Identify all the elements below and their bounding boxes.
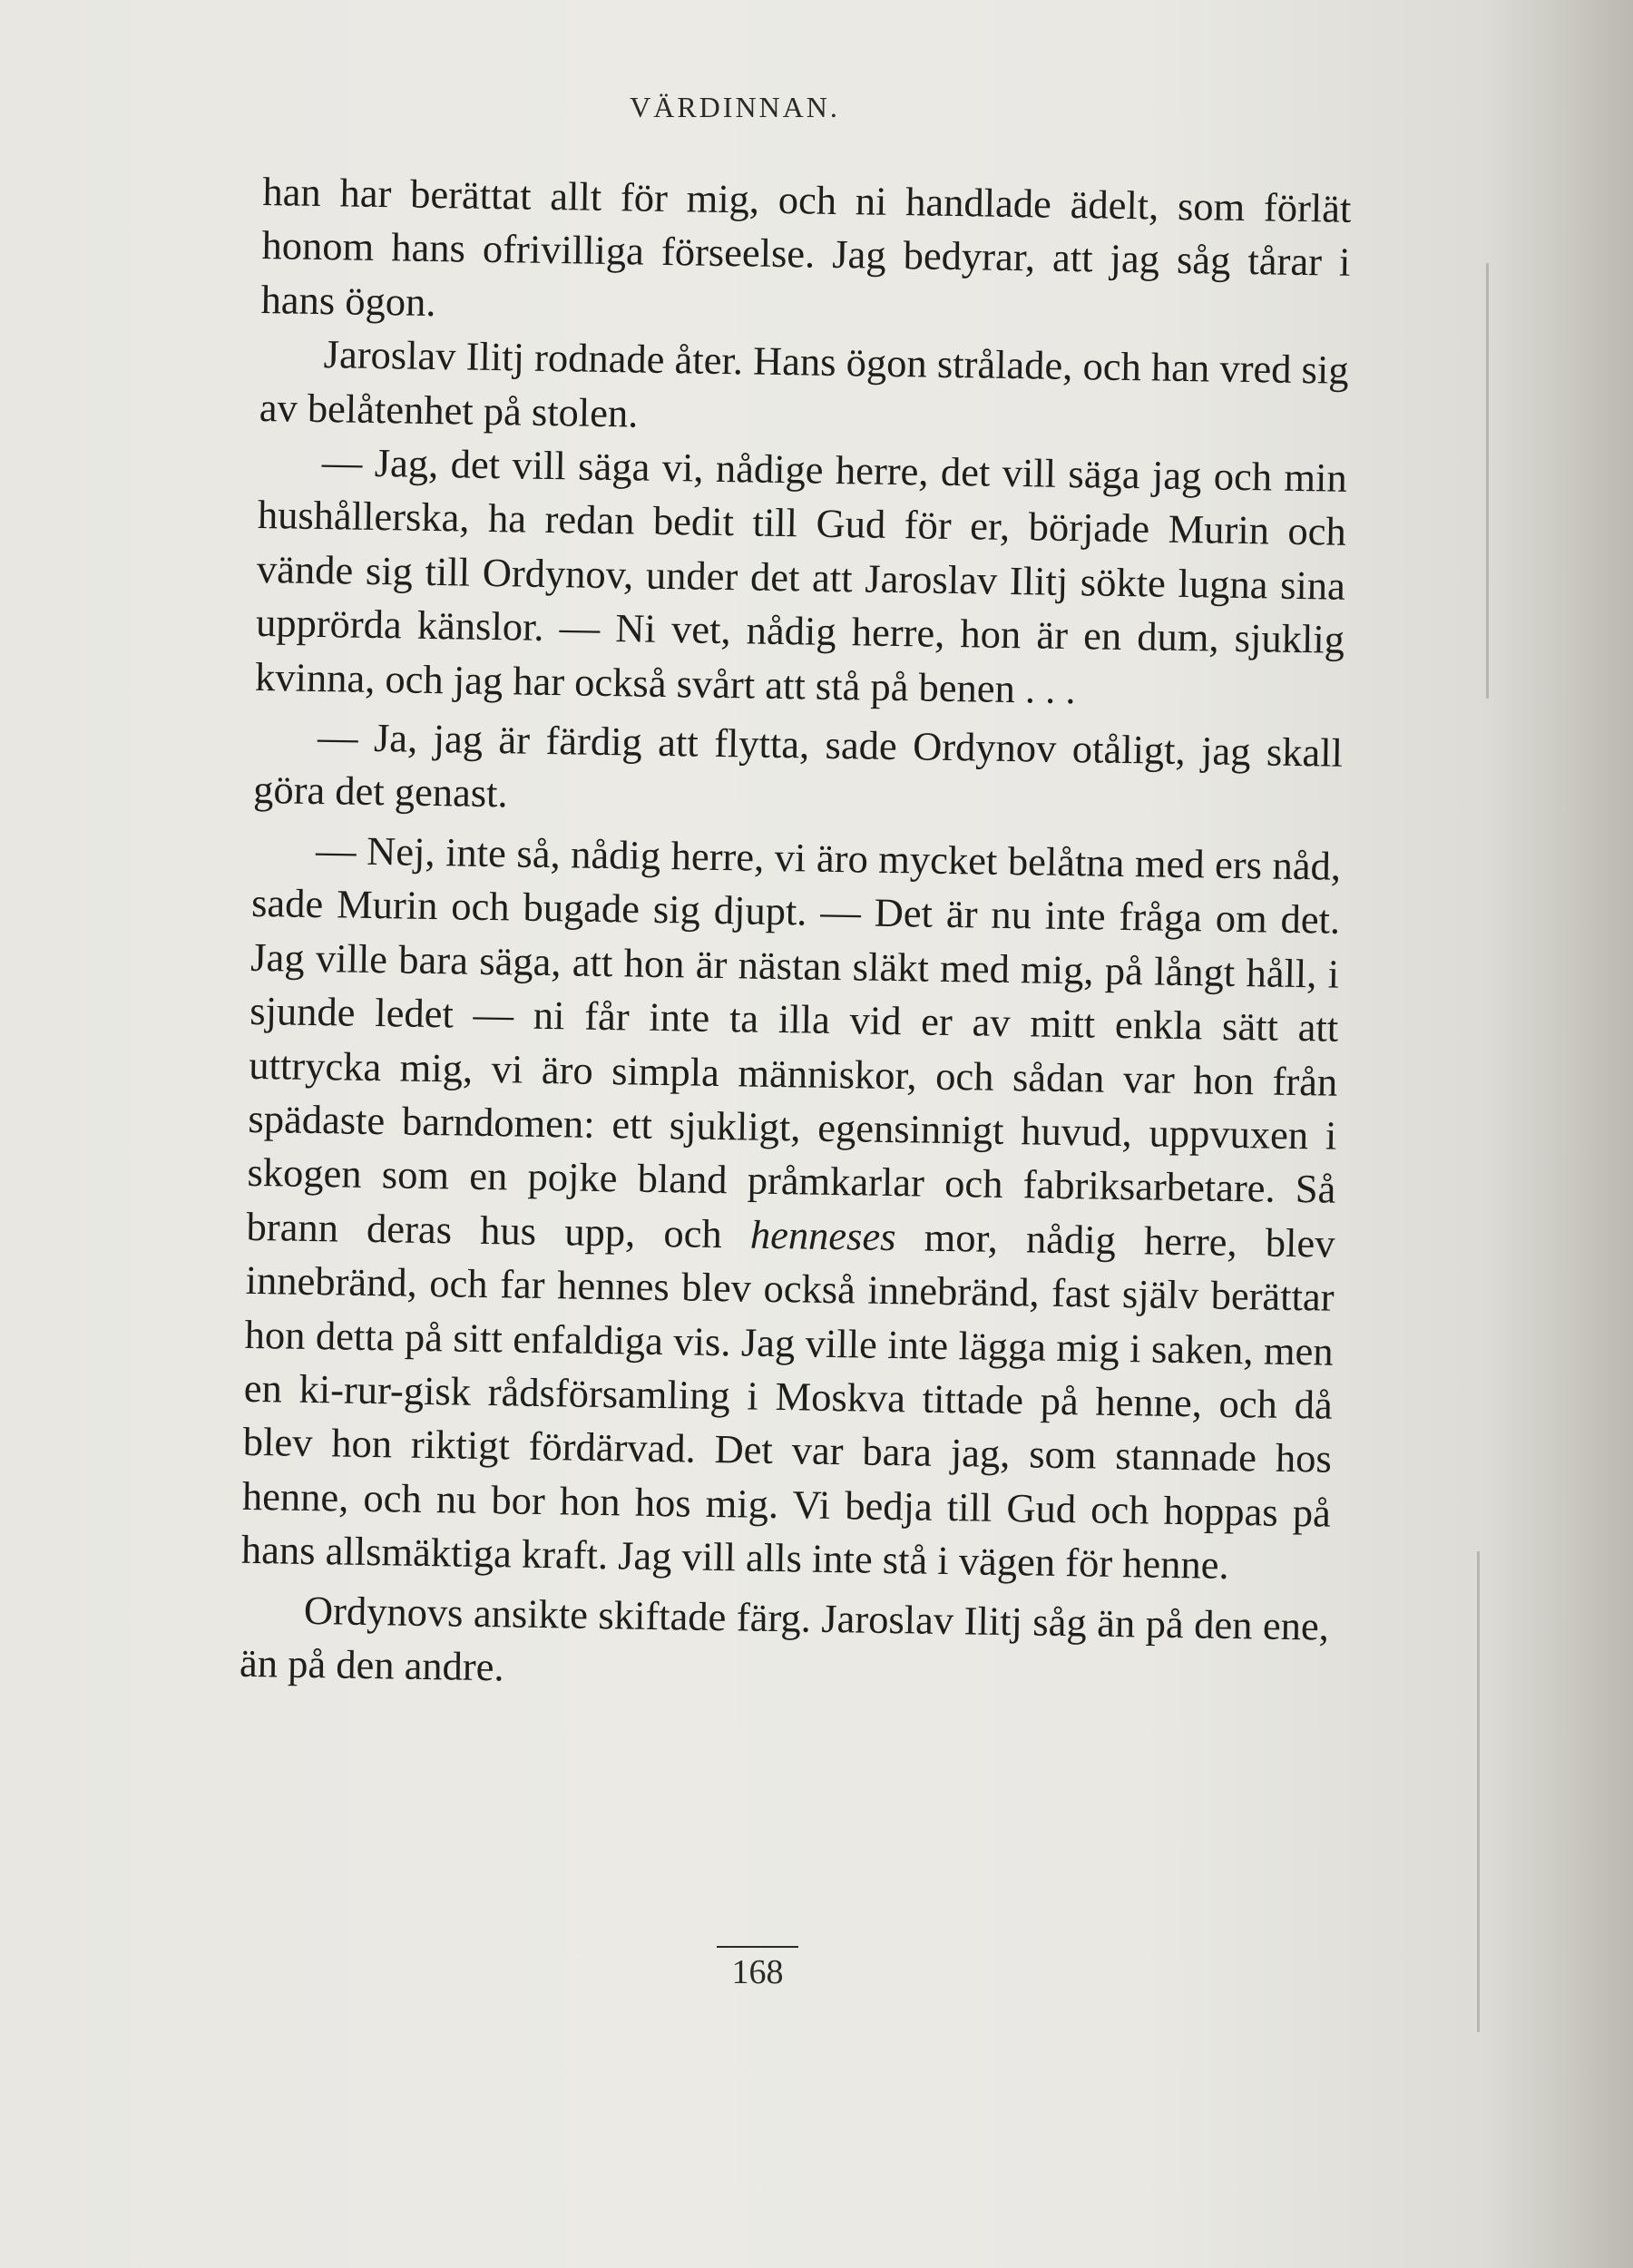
page-edge-line (1477, 1551, 1480, 2032)
page-number: 168 (731, 1953, 784, 1991)
body-text (240, 165, 1352, 1707)
emphasized-word: henneses (749, 1211, 896, 1259)
paragraph: han har berättat allt för mig, och ni handlade ädelt, som förlät honom hans ofrivilliga förseelse. Jag bedyrar, att jag såg tårar i hans ögon. (260, 168, 1352, 325)
paragraph (241, 823, 1342, 1594)
paragraph: Jaroslav Ilitj rodnade åter. Hans ögon strålade, och han vred sig av belåtenhet på stolen. (259, 331, 1349, 436)
paragraph-text: — Nej, inte så, nådig herre, vi äro mycket belåtna med ers nåd, sade Murin och bugade sig djupt. — Det är nu inte fråga om det. Jag ville bara säga, att hon är nästan släkt med mig, på långt håll, i sjunde ledet — ni får inte ta illa vid er av mitt enkla sätt att uttrycka mig, vi äro simpla människor, och sådan var hon från spädaste barndomen: ett sjukligt, egensinnigt huvud, uppvuxen i skogen som en pojke bland pråmkarlar och fabriksarbetare. Så brann deras hus upp, och (246, 826, 1342, 1256)
page-edge-line (1486, 263, 1489, 699)
paragraph: — Jag, det vill säga vi, nådige herre, det vill säga jag och min hushållerska, ha redan bedit till Gud för er, började Murin och vände sig till Ordynov, under det att Jaroslav Ilitj sökte lugna sina upprörda känslor. — Ni vet, nådig herre, hon är en dum, sjuklig kvinna, och jag har också svårt att stå på benen . . . (254, 439, 1348, 712)
paragraph: Ordynovs ansikte skiftade färg. Jaroslav Ilitj såg än på den ene, än på den andre. (239, 1587, 1330, 1690)
paragraph: — Ja, jag är färdig att flytta, sade Ordynov otåligt, jag skall göra det genast. (252, 714, 1344, 816)
page-edge-shadow (1479, 0, 1633, 2268)
page-number-rule (717, 1946, 798, 1948)
running-head: VÄRDINNAN. (630, 91, 840, 123)
paragraph-text: mor, nådig herre, blev innebränd, och far hennes blev också innebränd, fast själv berättar hon detta på sitt enfaldiga vis. Jag ville inte lägga mig i saken, men en ki-rur-gisk rådsförsamling i Moskva tittade på henne, och då blev hon riktigt fördärvad. Det var bara jag, som stannade hos henne, och nu bor hon hos mig. Vi bedja till Gud och hoppas på hans allsmäktiga kraft. Jag vill alls inte stå i vägen för henne. (240, 1214, 1335, 1589)
